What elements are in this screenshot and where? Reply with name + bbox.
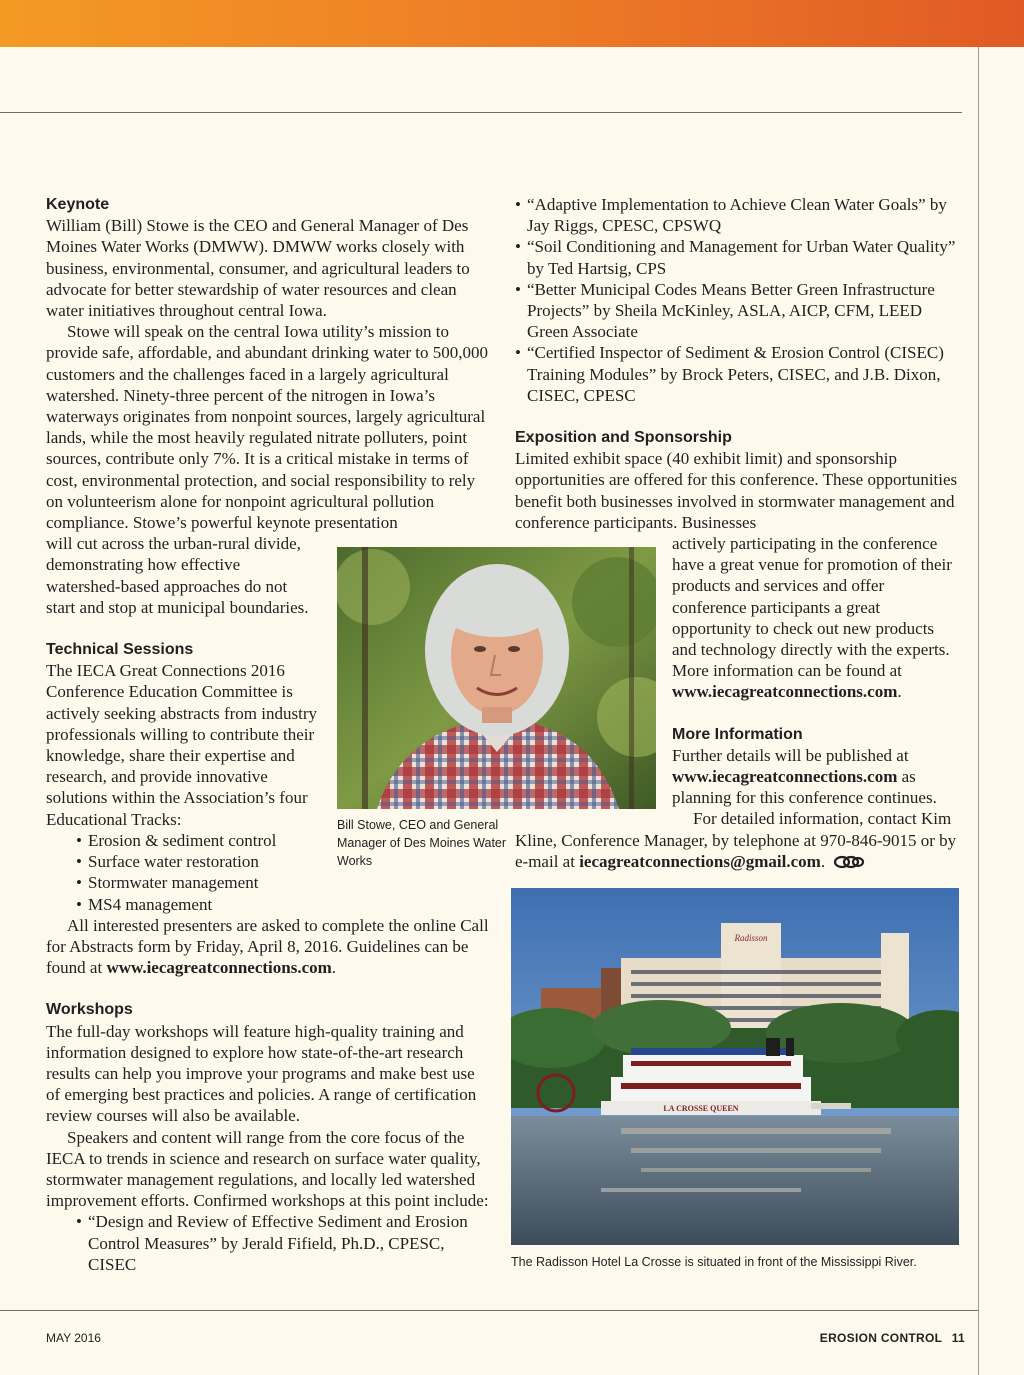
exposition-link[interactable]: www.iecagreatconnections.com [672,682,898,702]
keynote-paragraph-1: William (Bill) Stowe is the CEO and General Manager of Des Moines Water Works (DMWW). DMWW works closely with business, environmental, consumer, and agricultural leaders to advocate for better stewardship of water resources and clean water initiatives throughout central Iowa. [46,216,470,321]
workshop-item: • “Design and Review of Effective Sediment and Erosion Control Measures” by Jerald Fifield, Ph.D., CPESC, CISEC [46,1211,492,1275]
keynote-paragraph-2: Stowe will speak on the central Iowa utility’s mission to provide safe, affordable, and abundant drinking water to 500,000 customers and the challenges faced in a largely agricultural watershed. Ninety-three percent of the nitrogen in Iowa’s waterways originates from nonpoint sources, largely agricultural lands, while the most heavily regulated nitrate polluters, point sources, contribute only 7%. It is a critical mistake in terms of cost, environmental protection, and social responsibility to rely on volunteerism alone for nonpoint agricultural pollution compliance. Stowe’s powerful keynote presentation [46,322,489,533]
header-color-band [0,0,1024,47]
technical-paragraph-2: All interested presenters are asked to complete the online Call for Abstracts form by Friday, April 8, 2016. Guidelines can be found at www.iecagreatconnections.com. [46,915,489,978]
technical-sessions-section [46,639,318,915]
more-info-paragraph-2-start: For detailed information, contact Kim [693,809,952,829]
track-item: • Stormwater management [46,872,318,893]
exposition-paragraph-1: Limited exhibit space (40 exhibit limit) and sponsorship opportunities are offered for this conference. These opportunities benefit both businesses involved in stormwater management and conference participants. Businesses [515,449,958,532]
boat-name: LA CROSSE QUEEN [663,1104,739,1113]
more-information-heading: More Information [672,725,803,743]
workshop-item: • “Certified Inspector of Sediment & Erosion Control (CISEC) Training Modules” by Brock Peters, CISEC, and J.B. Dixon, CISEC, CPESC [485,342,965,406]
workshops-list-left [46,1211,492,1275]
portrait-caption: Bill Stowe, CEO and General Manager of Des Moines Water Works [337,818,507,868]
technical-sessions-heading: Technical Sessions [46,641,194,659]
workshops-list-right [485,194,965,406]
conference-link[interactable]: www.iecagreatconnections.com [106,958,332,978]
end-of-article-icon [833,855,865,869]
workshops-paragraph-2: Speakers and content will range from the core focus of the IECA to trends in science and research on surface water quality, stormwater management regulations, and locally led watershed improvement efforts. Confirmed workshops at this point include: [46,1127,489,1211]
hotel-river-photo [511,888,959,1245]
exposition-paragraph-1-cont: actively participating in the conference have a great venue for promotion of their products and services and offer conference participants a great opportunity to check out new products and technology directly with the experts. More information can be found at www.iecagreatconnections.com. [672,534,952,702]
workshop-item: • “Adaptive Implementation to Achieve Clean Water Goals” by Jay Riggs, CPESC, CPSWQ [485,194,965,236]
technical-paragraph-1: The IECA Great Connections 2016 Conference Education Committee is actively seeking abstracts from industry professionals willing to contribute their knowledge, share their expertise and research, and provide innovative solutions within the Association’s four Educational Tracks: [46,661,317,829]
workshop-item: • “Soil Conditioning and Management for Urban Water Quality” by Ted Hartsig, CPS [485,236,965,278]
workshops-paragraph-1: The full-day workshops will feature high-quality training and information designed to explore how state-of-the-art research results can help you improve your programs and make best use of emerging best practices and policies. A range of certification review courses will also be available. [46,1021,477,1126]
magazine-name: EROSION CONTROL [819,1331,943,1345]
hotel-sign: Radisson [734,933,768,943]
footer-right [720,1331,965,1345]
educational-tracks-list [46,830,318,915]
workshops-heading: Workshops [46,1001,133,1019]
page-number: 11 [951,1331,965,1345]
email-link[interactable]: iecagreatconnections@gmail.com [579,851,821,871]
more-info-paragraph-2: Kline, Conference Manager, by telephone at 970-846-9015 or by e-mail at iecagreatconnections@gmail.com. [515,830,957,871]
hotel-caption: The Radisson Hotel La Crosse is situated in front of the Mississippi River. [511,1255,917,1269]
track-item: • MS4 management [46,894,318,915]
keynote-paragraph-2-cont: will cut across the urban-rural divide, demonstrating how effective watershed-based approaches do not start and stop at municipal boundaries. [46,534,309,617]
page-edge-rule [978,47,979,1375]
more-info-paragraph-1: Further details will be published at www.iecagreatconnections.com as planning for this conference continues. [672,745,937,808]
footer-divider [0,1310,978,1311]
exposition-narrow-block [672,533,957,830]
track-item: • Surface water restoration [46,851,318,872]
exposition-heading: Exposition and Sponsorship [515,429,732,447]
track-item: • Erosion & sediment control [46,830,318,851]
keynote-heading: Keynote [46,196,110,213]
workshop-item: • “Better Municipal Codes Means Better Green Infrastructure Projects” by Sheila McKinley, ASLA, AICP, CFM, LEED Green Associate [485,279,965,343]
header-divider [0,112,962,113]
more-info-link[interactable]: www.iecagreatconnections.com [672,767,898,787]
footer-date: MAY 2016 [46,1331,101,1345]
portrait-photo [337,547,656,809]
